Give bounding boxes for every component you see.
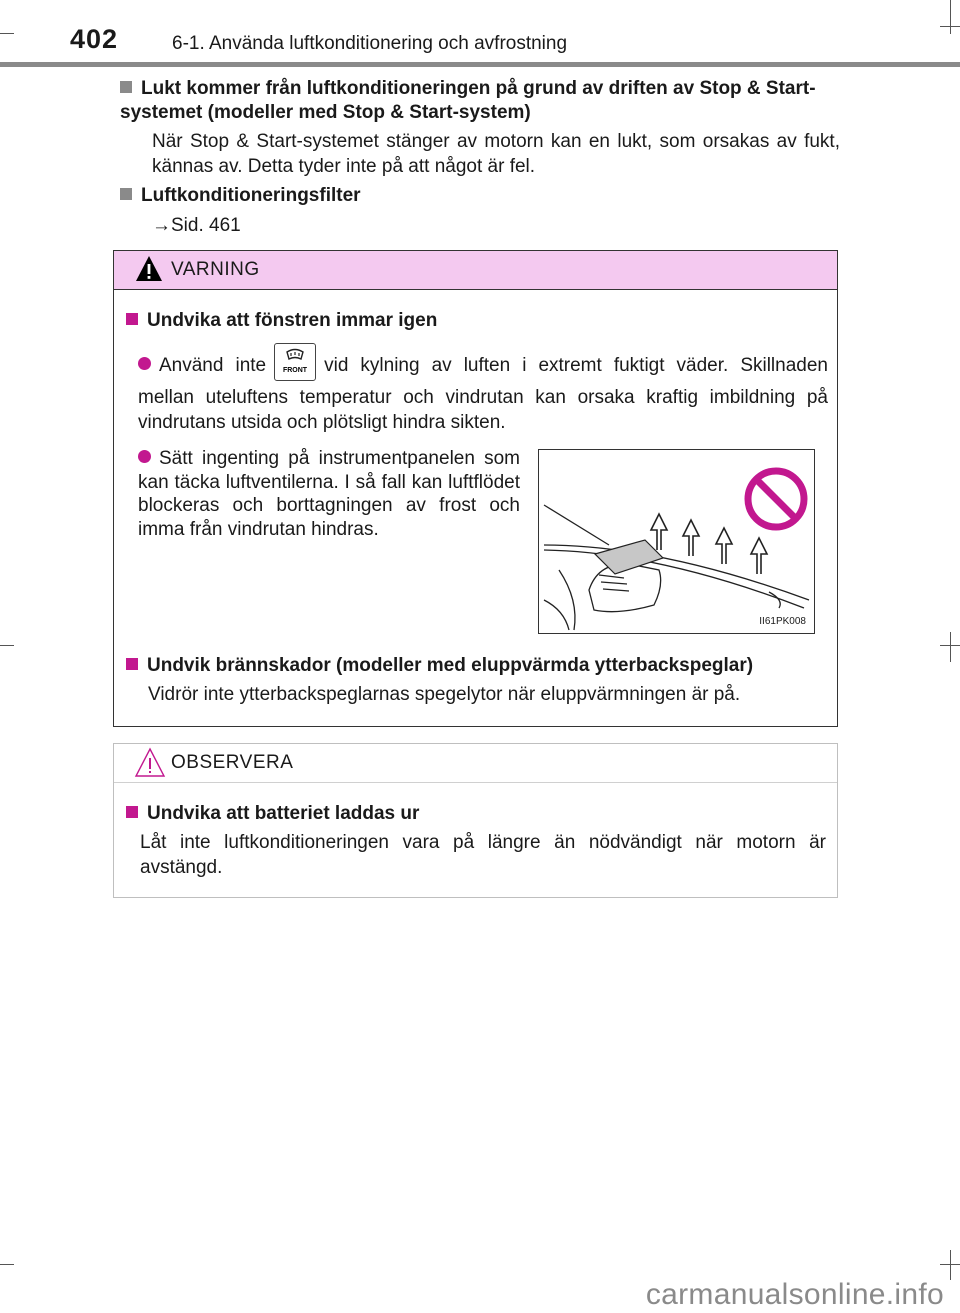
dashboard-illustration xyxy=(538,449,815,634)
crop-mark xyxy=(950,1250,951,1280)
page-reference-link[interactable]: Sid. 461 xyxy=(171,215,241,236)
warning-bullet-1: Använd inte FRONT vid kylning av luften i extremt fuktigt väder. Skillnaden mellan uteluftens temperatur och vindrutan kan orsaka kraftig imbildning på vindrutans utsida och plötsligt hindra sikten. xyxy=(138,347,828,435)
section-odor xyxy=(120,77,840,179)
crop-mark xyxy=(0,33,14,34)
arrow-right-icon: → xyxy=(152,215,171,236)
notice-section-title: Undvika att batteriet laddas ur xyxy=(126,802,826,826)
round-bullet-icon xyxy=(138,357,151,370)
square-bullet-icon xyxy=(126,313,138,325)
round-bullet-icon xyxy=(138,450,151,463)
notice-label: OBSERVERA xyxy=(171,752,294,773)
warning-header xyxy=(114,251,837,290)
caution-triangle-icon xyxy=(134,747,166,779)
warning-triangle-icon xyxy=(134,254,164,284)
section-filter xyxy=(120,184,840,238)
warning-section-fog xyxy=(126,309,826,333)
dashboard-vents-illustration xyxy=(539,450,814,633)
notice-header xyxy=(114,744,837,783)
page-number: 402 xyxy=(70,24,119,54)
figure-code: II61PK008 xyxy=(759,616,806,627)
page-reference xyxy=(120,213,840,238)
crop-mark xyxy=(0,645,14,646)
warning-section-burns xyxy=(126,654,826,707)
warning-section-title: Undvika att fönstren immar igen xyxy=(126,309,826,333)
notice-box xyxy=(113,743,838,898)
square-bullet-icon xyxy=(126,658,138,670)
warning-section-text: Vidrör inte ytterbackspeglarnas spegelytor när eluppvärmningen är på. xyxy=(148,684,741,705)
notice-text: Låt inte luftkonditioneringen vara på längre än nödvändigt när motorn är avstängd. xyxy=(140,832,826,878)
front-defroster-button-icon xyxy=(274,343,316,381)
warning-box xyxy=(113,250,838,727)
notice-section xyxy=(126,802,826,880)
crop-mark xyxy=(950,0,951,34)
section-text: När Stop & Start-systemet stänger av motorn kan en lukt, som orsakas av fukt, kännas av. Detta tyder inte på att något är fel. xyxy=(152,131,840,177)
watermark: carmanualsonline.info xyxy=(645,1278,944,1311)
crop-mark xyxy=(940,26,960,27)
warning-bullet-2: Sätt ingenting på instrumentpanelen som kan täcka luftventilerna. I så fall kan luftflödet blockeras och borttagningen av frost och imma från vindrutan hindras. xyxy=(138,448,520,540)
front-button-label: FRONT xyxy=(283,367,308,374)
square-bullet-icon xyxy=(120,188,132,200)
crop-mark xyxy=(0,1264,14,1265)
square-bullet-icon xyxy=(120,81,132,93)
crop-mark xyxy=(940,1264,960,1265)
section-title: Luftkonditioneringsfilter xyxy=(120,184,840,208)
crop-mark xyxy=(940,645,960,646)
chapter-title: 6-1. Använda luftkonditionering och avfrostning xyxy=(172,33,568,54)
square-bullet-icon xyxy=(126,806,138,818)
section-title: Lukt kommer från luftkonditioneringen på grund av driften av Stop & Start-systemet (modeller med Stop & Start-system) xyxy=(120,78,816,123)
warning-section-title: Undvik brännskador (modeller med eluppvärmda ytterbackspeglar) xyxy=(126,654,826,678)
header-rule xyxy=(0,62,960,67)
warning-label: VARNING xyxy=(171,259,260,280)
crop-mark xyxy=(950,632,951,662)
